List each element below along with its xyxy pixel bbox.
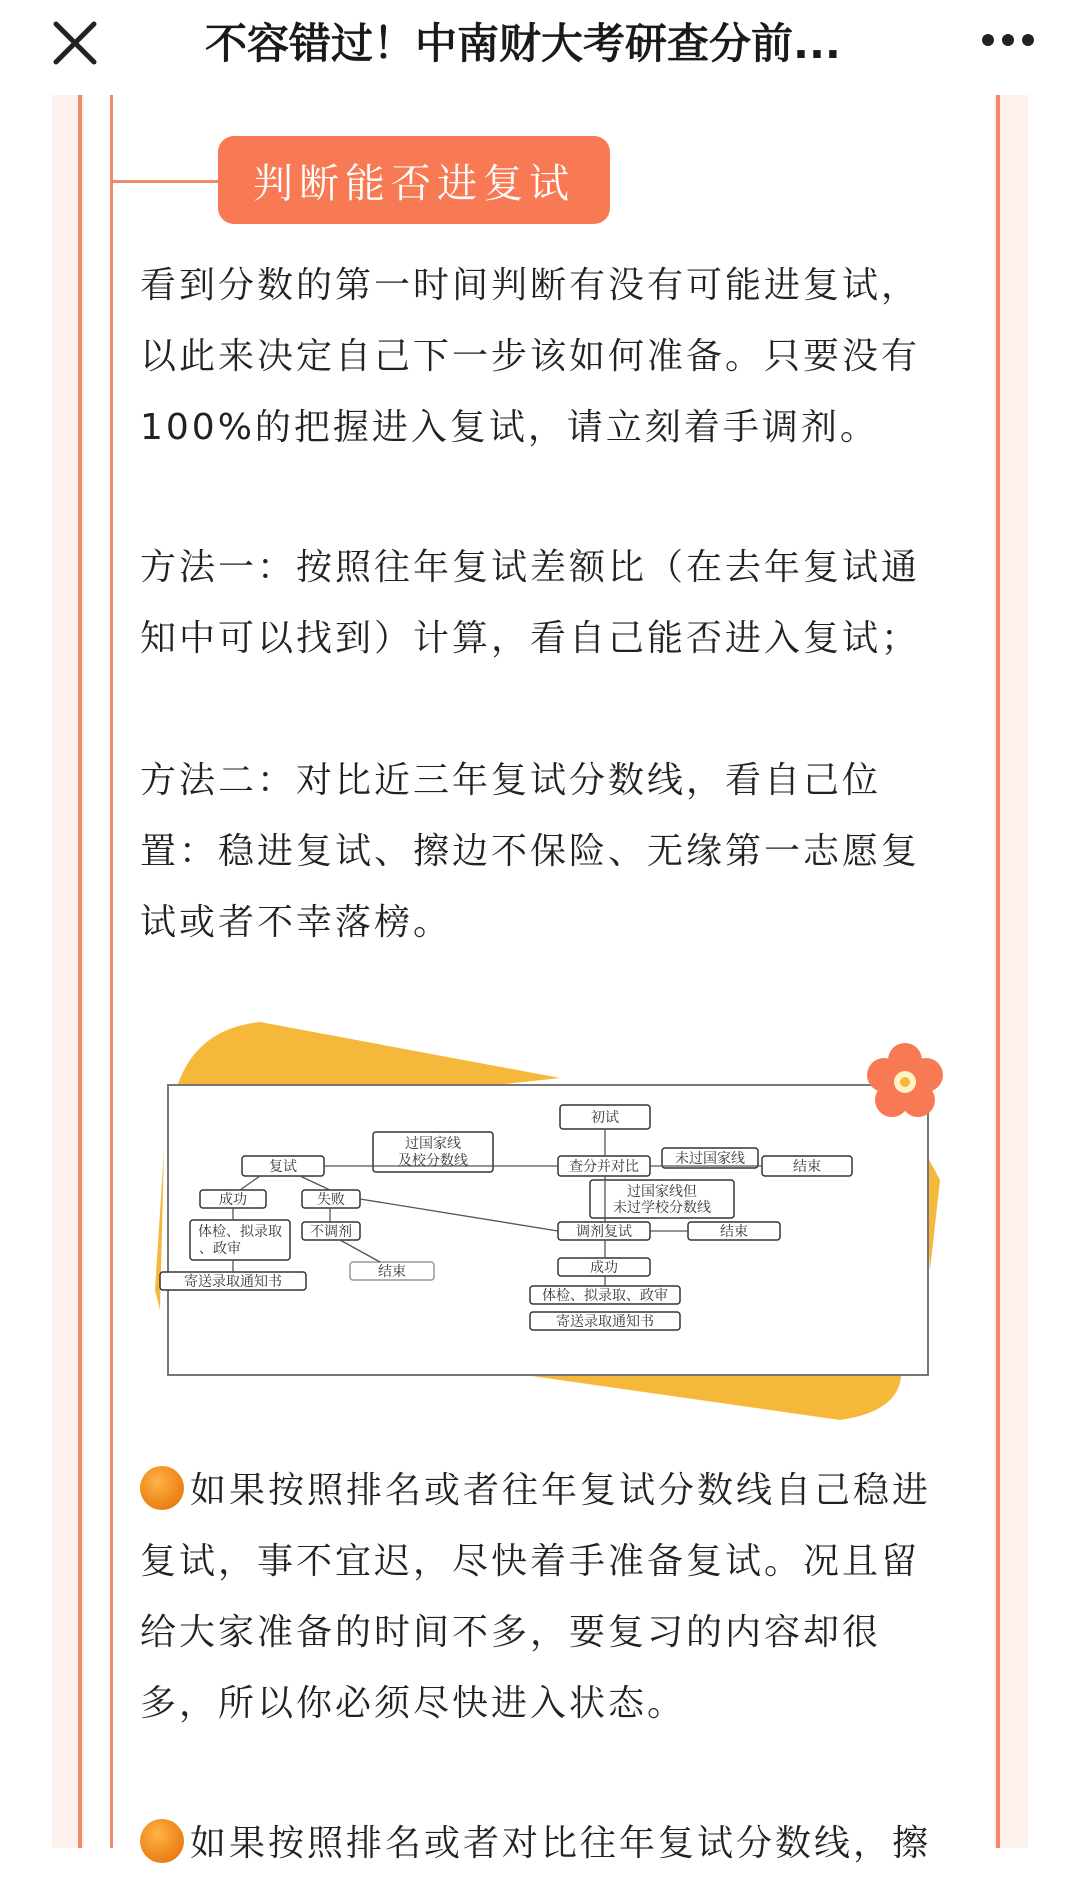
paragraph-method-two: 方法二：对比近三年复试分数线，看自己位置：稳进复试、擦边不保险、无缘第一志愿复试或者不幸落榜。: [140, 760, 921, 943]
node-label-end-3: 结束: [378, 1264, 406, 1280]
page-title: 不容错过！中南财大考研查分前...: [205, 19, 841, 68]
paragraph-method-one: 方法一：按照往年复试差额比（在去年复试通知中可以找到）计算，看自己能否进入复试；: [140, 547, 921, 659]
node-label-send-notice: 寄送录取通知书: [184, 1274, 282, 1290]
paragraph-bullet-borderline-text: 如果按照排名或者对比往年复试分数线，擦: [190, 1823, 932, 1864]
frame-line-right: [996, 95, 1000, 1848]
node-label-end-2: 结束: [720, 1224, 748, 1240]
node-label-success-2: 成功: [590, 1260, 618, 1276]
orange-bullet-icon: [140, 1466, 184, 1510]
top-nav-bar: [0, 0, 1080, 95]
frame-line-left-outer: [78, 95, 82, 1848]
node-label-check-scores: 查分并对比: [569, 1159, 639, 1175]
node-label-pass-lines-2: 及校分数线: [398, 1153, 468, 1169]
node-label-not-pass: 未过国家线: [675, 1151, 745, 1167]
paragraph-bullet-stable: [140, 1455, 940, 1739]
paragraph-bullet-borderline: [140, 1808, 940, 1879]
node-label-success: 成功: [219, 1192, 247, 1208]
flower-icon: [867, 1043, 943, 1117]
node-label-end-1: 结束: [793, 1159, 821, 1175]
node-label-send-right: 寄送录取通知书: [556, 1314, 654, 1330]
frame-line-left-inner: [110, 95, 113, 1848]
node-label-adjust-retest: 调剂复试: [576, 1224, 632, 1240]
node-label-physical-right: 体检、拟录取、政审: [542, 1288, 668, 1304]
node-label-initial-exam: 初试: [591, 1110, 619, 1126]
node-label-physical-1: 体检、拟录取: [198, 1224, 282, 1240]
orange-bullet-icon: [140, 1819, 184, 1863]
node-label-fail: 失败: [317, 1192, 345, 1208]
heading-connector-line: [110, 180, 220, 183]
node-label-physical-2: 、政审: [199, 1241, 241, 1257]
node-label-no-adjust: 不调剂: [310, 1224, 352, 1240]
paragraph-bullet-stable-text: 如果按照排名或者往年复试分数线自己稳进复试，事不宜迟，尽快着手准备复试。况且留给大家准备的时间不多，要复习的内容却很多，所以你必须尽快进入状态。: [140, 1470, 932, 1724]
node-label-pass-lines-1: 过国家线: [405, 1136, 461, 1152]
paragraph-intro: 看到分数的第一时间判断有没有可能进复试，以此来决定自己下一步该如何准备。只要没有100%的把握进入复试，请立刻着手调剂。: [140, 265, 921, 448]
flowchart-illustration: [140, 1010, 960, 1430]
node-label-pass-national-2: 未过学校分数线: [613, 1200, 711, 1216]
node-label-pass-national-1: 过国家线但: [627, 1184, 697, 1200]
section-heading: 判断能否进复试: [218, 136, 610, 224]
close-icon[interactable]: [50, 18, 100, 68]
more-dots-icon[interactable]: [980, 30, 1036, 50]
node-label-retest: 复试: [269, 1159, 297, 1175]
